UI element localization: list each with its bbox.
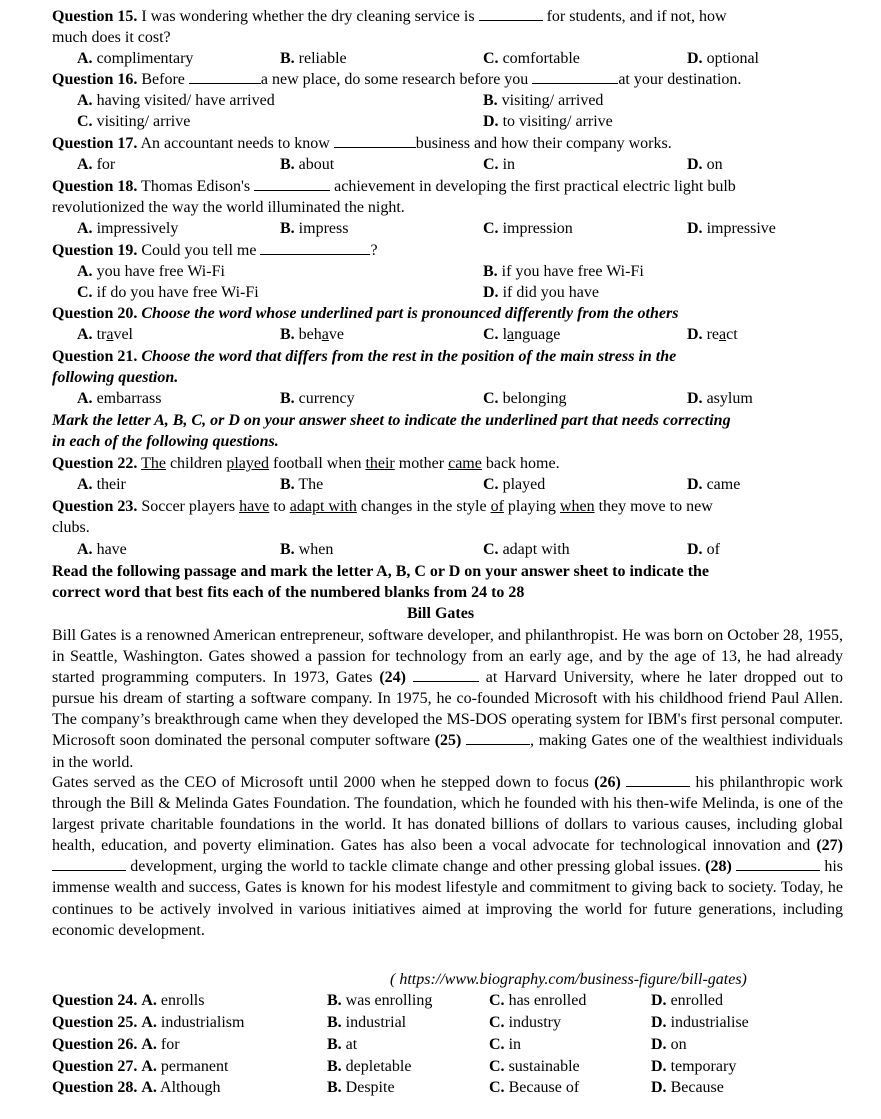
- underlined-part: came: [448, 455, 482, 472]
- question-22-options: [0, 474, 881, 495]
- underlined-part: The: [141, 455, 166, 472]
- question-21: [52, 346, 676, 367]
- blank-number-26: (26): [594, 774, 621, 791]
- question-15-continued: much does it cost?: [52, 29, 171, 46]
- option-d[interactable]: D. impressive: [687, 220, 776, 237]
- underlined-part: when: [559, 498, 595, 515]
- answer-blank: [466, 730, 530, 745]
- option-b[interactable]: B. if you have free Wi-Fi: [483, 263, 644, 280]
- question-16: [52, 69, 741, 90]
- question-23-continued: clubs.: [52, 519, 90, 536]
- option-d[interactable]: D. came: [687, 476, 741, 493]
- option-c[interactable]: C. impression: [483, 220, 573, 237]
- question-label: Question 23.: [52, 498, 138, 515]
- answer-row-24: [0, 990, 881, 1011]
- option-c[interactable]: C. in: [489, 1036, 522, 1053]
- option-d[interactable]: D. industrialise: [651, 1014, 749, 1031]
- question-text: achievement in developing the first practical electric light bulb: [330, 178, 736, 195]
- option-c[interactable]: C. played: [483, 476, 546, 493]
- blank-number-27: (27): [816, 837, 843, 855]
- question-23: Question 23. Soccer players have to adapt with changes in the style of playing when they move to new: [52, 498, 713, 515]
- question-text: ?: [370, 242, 378, 259]
- question-instruction: Choose the word whose underlined part is pronounced differently from the others: [141, 305, 679, 322]
- option-c[interactable]: C. adapt with: [483, 541, 570, 558]
- question-label: Question 20.: [52, 305, 138, 322]
- question-19-options-row2: [0, 282, 881, 303]
- option-d[interactable]: D. optional: [687, 50, 759, 67]
- question-16-options-row2: [0, 111, 881, 132]
- option-a[interactable]: A. impressively: [77, 220, 179, 237]
- question-19: [52, 240, 378, 261]
- answer-blank: [260, 240, 370, 255]
- answer-question-label: Question 28. A. Although: [52, 1079, 221, 1096]
- error-section-instruction: Mark the letter A, B, C, or D on your answer sheet to indicate the underlined part that needs correcting: [52, 412, 731, 429]
- option-c[interactable]: C. in: [483, 156, 516, 173]
- option-c[interactable]: C. belonging: [483, 390, 567, 407]
- option-c[interactable]: C. if do you have free Wi-Fi: [77, 284, 259, 301]
- question-21-options: [0, 388, 881, 409]
- option-b[interactable]: B. depletable: [327, 1058, 412, 1075]
- option-c[interactable]: C. comfortable: [483, 50, 580, 67]
- passage-title: Bill Gates: [406, 605, 475, 622]
- question-label: Question 22.: [52, 455, 138, 472]
- answer-question-label: Question 25. A. industrialism: [52, 1014, 245, 1031]
- option-a[interactable]: A. having visited/ have arrived: [77, 92, 275, 109]
- option-c[interactable]: C. Because of: [489, 1079, 580, 1096]
- answer-blank: [52, 856, 126, 871]
- option-a[interactable]: A. their: [77, 476, 126, 493]
- question-text: a new place, do some research before you: [260, 71, 533, 88]
- option-d[interactable]: D. asylum: [687, 390, 753, 407]
- option-a[interactable]: A. complimentary: [77, 50, 194, 67]
- option-c[interactable]: C. has enrolled: [489, 992, 587, 1009]
- answer-blank: [736, 856, 820, 871]
- option-b[interactable]: B. industrial: [327, 1014, 407, 1031]
- option-a[interactable]: A. travel: [77, 326, 133, 343]
- passage-source: ( https://www.biography.com/business-figure/bill-gates): [390, 971, 747, 988]
- option-b[interactable]: B. Despite: [327, 1079, 395, 1096]
- underlined-part: have: [239, 498, 270, 515]
- answer-row-27: [0, 1056, 881, 1077]
- question-text: I was wondering whether the dry cleaning service is: [137, 8, 479, 25]
- question-label: Question 15.: [52, 8, 138, 25]
- answer-blank: [189, 69, 261, 84]
- reading-section-instruction-continued: correct word that best fits each of the numbered blanks from 24 to 28: [52, 584, 525, 601]
- question-15: [52, 6, 727, 27]
- question-text: at your destination.: [618, 71, 742, 88]
- option-d[interactable]: D. if did you have: [483, 284, 599, 301]
- question-text: for students, and if not, how: [542, 8, 727, 25]
- question-label: Question 16.: [52, 71, 138, 88]
- underlined-part: adapt with: [289, 498, 357, 515]
- option-b[interactable]: B. The: [280, 476, 324, 493]
- answer-question-label: Question 27. A. permanent: [52, 1058, 229, 1075]
- error-section-instruction-continued: in each of the following questions.: [52, 433, 279, 450]
- option-b[interactable]: B. visiting/ arrived: [483, 92, 604, 109]
- option-c[interactable]: C. sustainable: [489, 1058, 580, 1075]
- question-18-continued: revolutionized the way the world illuminated the night.: [52, 199, 405, 216]
- option-a[interactable]: A. for: [77, 156, 116, 173]
- answer-row-26: [0, 1034, 881, 1055]
- option-b[interactable]: B. reliable: [280, 50, 347, 67]
- answer-row-28: [0, 1077, 881, 1098]
- option-b[interactable]: B. behave: [280, 326, 344, 343]
- question-19-options-row1: [0, 261, 881, 282]
- question-15-options: [0, 48, 881, 69]
- question-18: [52, 176, 736, 197]
- option-d[interactable]: D. react: [687, 326, 738, 343]
- question-21-instruction-continued: following question.: [52, 369, 179, 386]
- passage-paragraph-2: Gates served as the CEO of Microsoft until 2000 when he stepped down to focus (26) his philanthropic work through the Bill & Melinda Gates Foundation. The foundation, which he founded with his then-wife Melinda, is one of the largest private charitable foundations in the world. It has donated billions of dollars to various causes, including global health, education, and poverty elimination. Gates has also been a vocal advocate for technological innovation and (27) development, urging the world to tackle climate change and other pressing global issues. (28) his immense wealth and success, Gates is known for his modest lifestyle and commitment to giving back to society. Today, he continues to be actively involved in various initiatives aimed at improving the world for future generations, including economic development.: [52, 774, 844, 939]
- question-instruction: Choose the word that differs from the rest in the position of the main stress in the: [141, 348, 677, 365]
- answer-blank: [532, 69, 618, 84]
- question-20-options: [0, 324, 881, 345]
- blank-number-28: (28): [705, 858, 732, 876]
- option-d[interactable]: D. on: [651, 1036, 687, 1053]
- option-b[interactable]: B. about: [280, 156, 335, 173]
- option-b[interactable]: B. when: [280, 541, 334, 558]
- question-text: Could you tell me: [137, 242, 261, 259]
- option-b[interactable]: B. was enrolling: [327, 992, 433, 1009]
- question-text: business and how their company works.: [415, 135, 672, 152]
- option-a[interactable]: A. embarrass: [77, 390, 162, 407]
- question-text: An accountant needs to know: [137, 135, 334, 152]
- question-17: [52, 133, 672, 154]
- answer-blank: [254, 176, 330, 191]
- answer-blank: [334, 133, 416, 148]
- question-text: Before: [137, 71, 189, 88]
- question-23-options: [0, 539, 881, 560]
- option-c[interactable]: C. language: [483, 326, 561, 343]
- option-a[interactable]: A. you have free Wi-Fi: [77, 263, 225, 280]
- option-c[interactable]: C. industry: [489, 1014, 562, 1031]
- question-22: Question 22. The children played football when their mother came back home.: [52, 455, 560, 472]
- reading-section-instruction: Read the following passage and mark the letter A, B, C or D on your answer sheet to indicate the: [52, 563, 710, 580]
- option-b[interactable]: B. at: [327, 1036, 358, 1053]
- answer-blank: [479, 6, 543, 21]
- option-b[interactable]: B. impress: [280, 220, 349, 237]
- question-label: Question 21.: [52, 348, 138, 365]
- question-label: Question 18.: [52, 178, 138, 195]
- option-a[interactable]: A. have: [77, 541, 127, 558]
- underlined-part: of: [490, 498, 504, 515]
- answer-question-label: Question 26. A. for: [52, 1036, 180, 1053]
- option-d[interactable]: D. to visiting/ arrive: [483, 113, 613, 130]
- question-18-options: [0, 218, 881, 239]
- blank-number-24: (24): [379, 669, 406, 687]
- question-20: [52, 303, 678, 324]
- underlined-part: their: [365, 455, 395, 472]
- question-label: Question 19.: [52, 242, 138, 259]
- option-d[interactable]: D. on: [687, 156, 723, 173]
- option-d[interactable]: D. enrolled: [651, 992, 723, 1009]
- answer-blank: [626, 772, 690, 787]
- underlined-part: played: [226, 455, 270, 472]
- option-d[interactable]: D. of: [687, 541, 720, 558]
- question-text: Thomas Edison's: [137, 178, 255, 195]
- question-16-options-row1: [0, 90, 881, 111]
- passage-paragraph-1: Bill Gates is a renowned American entrepreneur, software developer, and philanthropist. He was born on October 28, 1955, in Seattle, Washington. Gates showed a passion for technology from an early age, and by the age of 13, he had already started programming computers. In 1973, Gates (24) at Harvard University, where he later dropped out to pursue his dream of starting a software company. In 1975, he co-founded Microsoft with his childhood friend Paul Allen. The company’s breakthrough came when they developed the MS-DOS operating system for IBM's first personal computer. Microsoft soon dominated the personal computer software (25) , making Gates one of the wealthiest individuals in the world.: [52, 627, 844, 771]
- question-label: Question 17.: [52, 135, 138, 152]
- option-b[interactable]: B. currency: [280, 390, 355, 407]
- option-c[interactable]: C. visiting/ arrive: [77, 113, 191, 130]
- answer-question-label: Question 24. A. enrolls: [52, 992, 205, 1009]
- answer-blank: [413, 667, 479, 682]
- blank-number-25: (25): [434, 732, 462, 750]
- question-17-options: [0, 154, 881, 175]
- answer-row-25: [0, 1012, 881, 1033]
- option-d[interactable]: D. Because: [651, 1079, 724, 1096]
- option-d[interactable]: D. temporary: [651, 1058, 737, 1075]
